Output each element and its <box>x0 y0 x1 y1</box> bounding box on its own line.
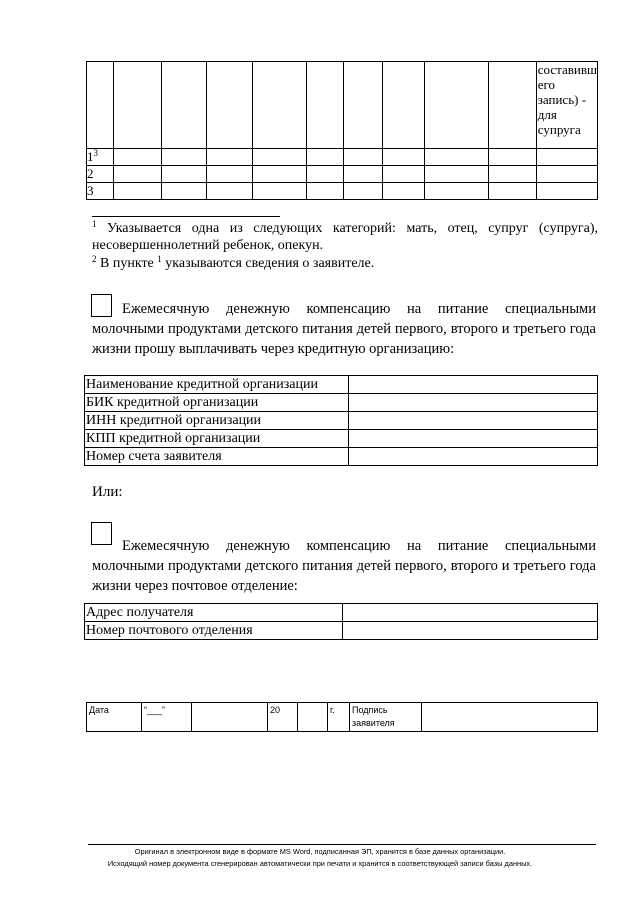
row-number: 2 <box>87 166 114 183</box>
footnote-separator <box>92 216 280 217</box>
row-number: $1^3$ <box>87 149 114 166</box>
bank-value[interactable] <box>349 376 598 394</box>
table-row <box>85 604 598 622</box>
post-details-table <box>84 603 598 640</box>
month-field[interactable] <box>192 703 268 732</box>
bank-label: КПП кредитной организации <box>85 430 349 448</box>
bottom-divider <box>88 844 596 845</box>
bank-value[interactable] <box>349 448 598 466</box>
header-line: запись) - <box>537 92 587 107</box>
applicants-table <box>86 61 598 200</box>
table-row <box>85 376 598 394</box>
post-value[interactable] <box>343 622 598 640</box>
table-row <box>85 412 598 430</box>
table-row <box>87 149 598 166</box>
bank-label: БИК кредитной организации <box>85 394 349 412</box>
row-number: 3 <box>87 183 114 200</box>
day-field[interactable]: “___” <box>142 703 192 732</box>
signature-field[interactable] <box>422 703 598 732</box>
header-line: составивш <box>537 62 597 77</box>
footnote-1: $^1$ Указывается одна из следующих категорий: мать, отец, супруг (супруга), несовершеннолетний ребенок, опекун. <box>92 219 598 253</box>
year-prefix: 20 <box>268 703 298 732</box>
post-label: Адрес получателя <box>85 604 343 622</box>
table-row <box>85 448 598 466</box>
bank-label: Номер счета заявителя <box>85 448 349 466</box>
post-paragraph: Ежемесячную денежную компенсацию на питание специальными молочными продуктами детского питания детей первого, второго и третьего года жизни через почтовое отделение: <box>92 538 596 594</box>
table-row <box>87 166 598 183</box>
table-row <box>87 703 598 732</box>
footnote-2: $^2$ В пункте $^1$ указываются сведения о заявителе. <box>92 254 375 271</box>
signature-table <box>86 702 598 732</box>
post-label: Номер почтового отделения <box>85 622 343 640</box>
header-last-col <box>536 62 597 149</box>
header-line: для <box>537 107 557 122</box>
year-field[interactable] <box>298 703 328 732</box>
row-number-sup: 3 <box>93 148 98 158</box>
table-header-row <box>87 62 598 149</box>
bottom-note-line2: Исходящий номер документа сгенерирован автоматически при печати и хранится в соответствующей записи базы данных. <box>107 859 533 868</box>
or-label: Или: <box>92 484 123 500</box>
bank-details-table <box>84 375 598 466</box>
table-row <box>85 622 598 640</box>
bank-value[interactable] <box>349 430 598 448</box>
bottom-note-line1: Оригинал в электронном виде в формате MS Word, подписанная ЭП, хранится в базе данных организации. <box>134 847 506 856</box>
year-suffix: г. <box>328 703 350 732</box>
bank-value[interactable] <box>349 412 598 430</box>
table-row <box>85 394 598 412</box>
bank-label: Наименование кредитной организации <box>85 376 349 394</box>
date-label: Дата <box>87 703 142 732</box>
table-row <box>87 183 598 200</box>
table-row <box>85 430 598 448</box>
bank-label: ИНН кредитной организации <box>85 412 349 430</box>
header-line: его <box>537 77 556 92</box>
post-value[interactable] <box>343 604 598 622</box>
signature-label: Подпись заявителя <box>350 703 422 732</box>
header-line: супруга <box>537 122 581 137</box>
bank-value[interactable] <box>349 394 598 412</box>
bank-paragraph: Ежемесячную денежную компенсацию на питание специальными молочными продуктами детского питания детей первого, второго и третьего года жизни прошу выплачивать через кредитную организацию: <box>92 301 596 357</box>
